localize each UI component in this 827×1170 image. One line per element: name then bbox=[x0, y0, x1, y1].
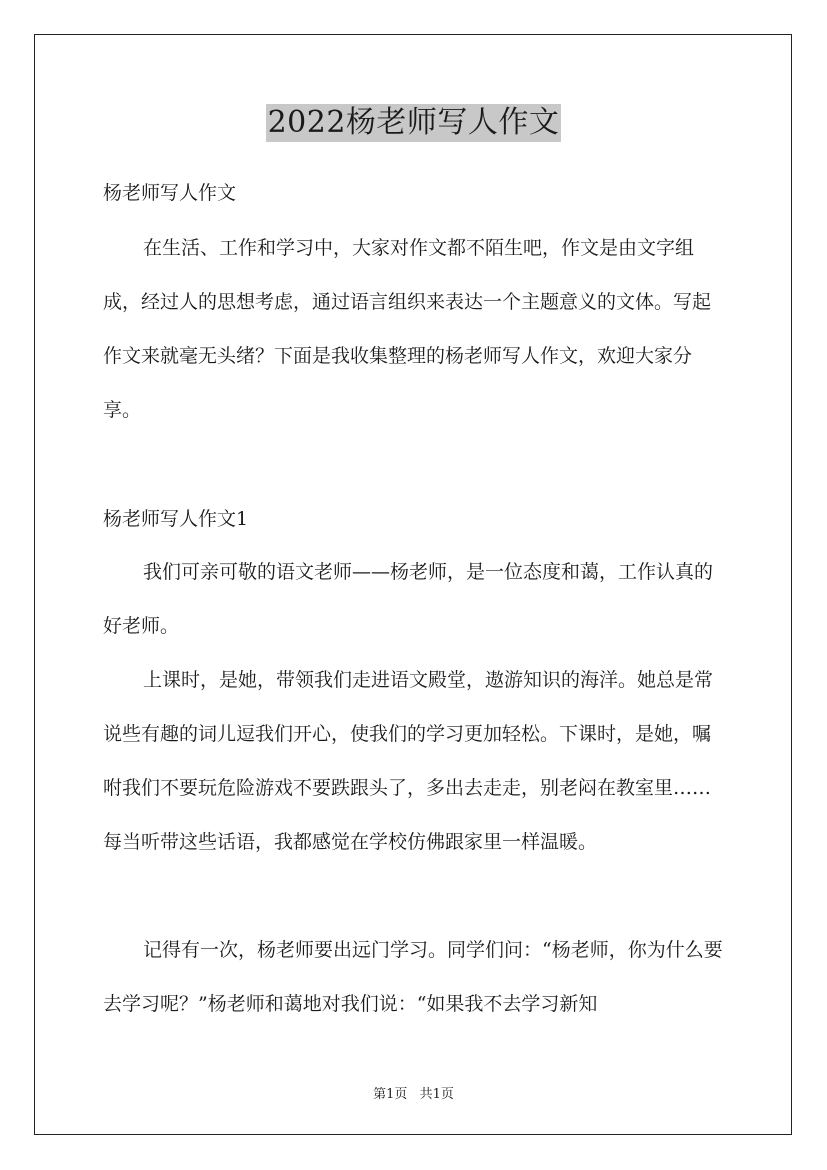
document-subtitle: 杨老师写人作文 bbox=[103, 182, 237, 204]
page-number: 第1页 bbox=[373, 1087, 408, 1102]
page-footer bbox=[0, 1083, 827, 1102]
document-title: 2022杨老师写人作文 bbox=[267, 105, 560, 140]
section-heading: 杨老师写人作文1 bbox=[103, 508, 249, 530]
intro-paragraph: 在生活、工作和学习中，大家对作文都不陌生吧，作文是由文字组成，经过人的思想考虑，通过语言组织来表达一个主题意义的文体。写起作文来就毫无头绪？下面是我收集整理的杨老师写人作文，欢迎大家分享。 bbox=[103, 237, 712, 421]
paragraph-2: 上课时，是她，带领我们走进语文殿堂，遨游知识的海洋。她总是常说些有趣的词儿逗我们开心，使我们的学习更加轻松。下课时，是她，嘱咐我们不要玩危险游戏不要跌跟头了，多出去走走，别老闷在教室里……每当听带这些话语，我都感觉在学校仿佛跟家里一样温暖。 bbox=[103, 669, 714, 853]
title-container bbox=[0, 104, 827, 142]
page-total: 共1页 bbox=[419, 1087, 454, 1102]
paragraph-1: 我们可亲可敬的语文老师——杨老师，是一位态度和蔼，工作认真的好老师。 bbox=[103, 561, 714, 637]
paragraph-3: 记得有一次，杨老师要出远门学习。同学们问：“杨老师，你为什么要去学习呢？”杨老师和蔼地对我们说：“如果我不去学习新知 bbox=[103, 939, 723, 1015]
